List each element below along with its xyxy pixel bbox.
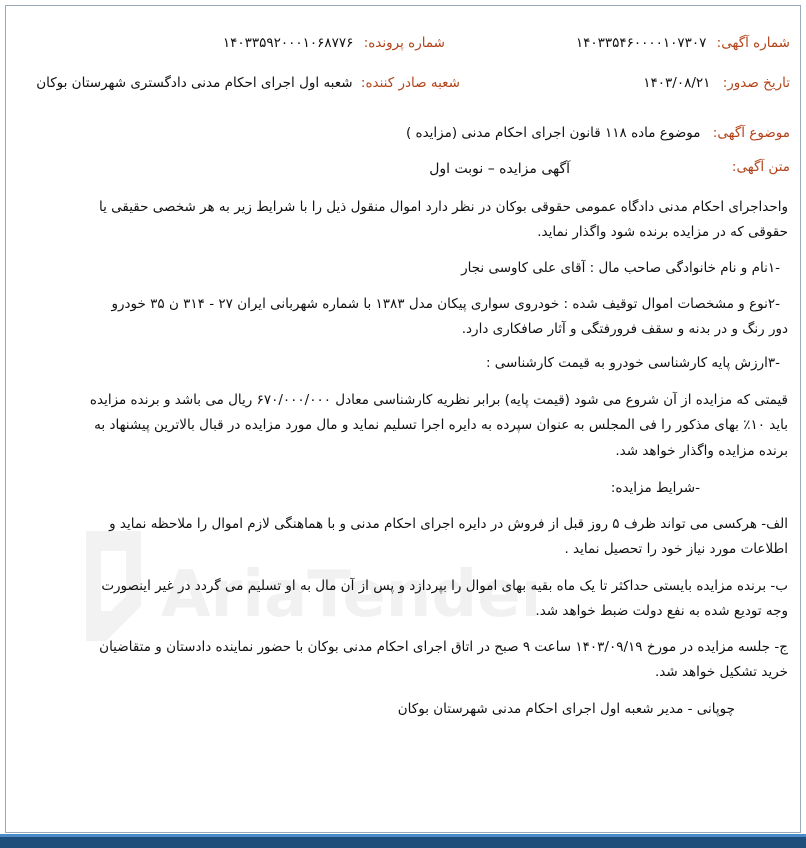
cond-b-line-2: وجه تودیع شده به نفع دولت ضبط خواهد شد.	[535, 603, 788, 619]
file-number-value: ۱۴۰۳۳۵۹۲۰۰۰۱۰۶۸۷۷۶	[222, 35, 354, 51]
issue-date-value: ۱۴۰۳/۰۸/۲۱	[643, 75, 711, 91]
issuer-label: شعبه صادر کننده:	[360, 75, 460, 91]
ad-number-value: ۱۴۰۳۳۵۴۶۰۰۰۰۱۰۷۳۰۷	[575, 35, 707, 51]
notice-page	[5, 5, 801, 833]
subject-label: موضوع آگهی:	[712, 125, 790, 141]
conditions-title: -شرایط مزایده:	[610, 480, 700, 496]
intro-line-2: حقوقی که در مزایده برنده شود واگذار نماید.	[537, 224, 788, 240]
item-spec-line-1: -۲نوع و مشخصات اموال توقیف شده : خودروی سواری پیکان مدل ۱۳۸۳ با شماره شهربانی ایران ۲۷ - ۳۱۴ ن ۳۵ خودرو	[111, 296, 780, 312]
signature: چوپانی - مدیر شعبه اول اجرای احکام مدنی شهرستان بوکان	[397, 701, 735, 717]
cond-a-line-2: اطلاعات مورد نیاز خود را تحصیل نماید .	[564, 541, 788, 557]
watermark-text: AriaTender	[161, 558, 536, 632]
text-label-row	[732, 159, 790, 175]
ad-number-label: شماره آگهی:	[716, 35, 790, 51]
subject	[406, 125, 790, 141]
price-line-3: برنده مزایده واگذار خواهد شد.	[615, 443, 788, 459]
price-line-1: قیمتی که مزایده از آن شروع می شود (قیمت پایه) برابر نظریه کارشناسی معادل ۶۷۰/۰۰۰/۰۰۰ ریال می باشد و برنده مزایده	[89, 392, 788, 408]
text-label: متن آگهی:	[731, 159, 790, 175]
cond-c-line-1: ج- جلسه مزایده در مورخ ۱۴۰۳/۰۹/۱۹ ساعت ۹ صبح در اتاق اجرای احکام مدنی بوکان با حضور نماینده دادستان و متقاضیان	[99, 639, 788, 655]
issue-date	[643, 75, 790, 91]
footer-stripe	[0, 834, 806, 837]
price-line-2: باید ۱۰٪ بهای مذکور را فی المجلس به عنوان سپرده به دایره اجرا تسلیم نماید و مال مورد مزایده در قبال بالاترین پیشنهاد به	[94, 417, 788, 433]
issuer-value: شعبه اول اجرای احکام مدنی دادگستری شهرستان بوکان	[36, 75, 353, 91]
text-heading: آگهی مزایده – نوبت اول	[429, 161, 570, 177]
file-number-label: شماره پرونده:	[363, 35, 445, 51]
issuer	[36, 75, 460, 91]
issue-date-label: تاریخ صدور:	[722, 75, 790, 91]
item-value: -۳ارزش پایه کارشناسی خودرو به قیمت کارشناسی :	[485, 355, 780, 371]
cond-a-line-1: الف- هرکسی می تواند ظرف ۵ روز قبل از فروش در دایره اجرای احکام مدنی و با هماهنگی لازم اموال را ملاحظه نماید و	[109, 516, 788, 532]
ad-number	[576, 35, 790, 51]
item-owner: -۱نام و نام خانوادگی صاحب مال : آقای علی کاوسی نجار	[461, 260, 780, 276]
subject-value: موضوع ماده ۱۱۸ قانون اجرای احکام مدنی (مزایده )	[405, 125, 701, 141]
item-spec-line-2: دور رنگ و در بدنه و سقف فرورفتگی و آثار صافکاری دارد.	[461, 321, 788, 337]
cond-b-line-1: ب- برنده مزایده بایستی حداکثر تا یک ماه بقیه بهای اموال را بپردازد و پس از آن مال به او تسلیم می گردد در غیر اینصورت	[101, 578, 788, 594]
file-number	[223, 35, 445, 51]
intro-line-1: واحداجرای احکام مدنی دادگاه عمومی حقوقی بوکان در نظر دارد اموال منقول ذیل را با شرایط زیر به هر شخصی حقیقی یا	[98, 199, 788, 215]
cond-c-line-2: خرید تشکیل خواهد شد.	[654, 664, 788, 680]
footer-bar	[0, 834, 806, 848]
